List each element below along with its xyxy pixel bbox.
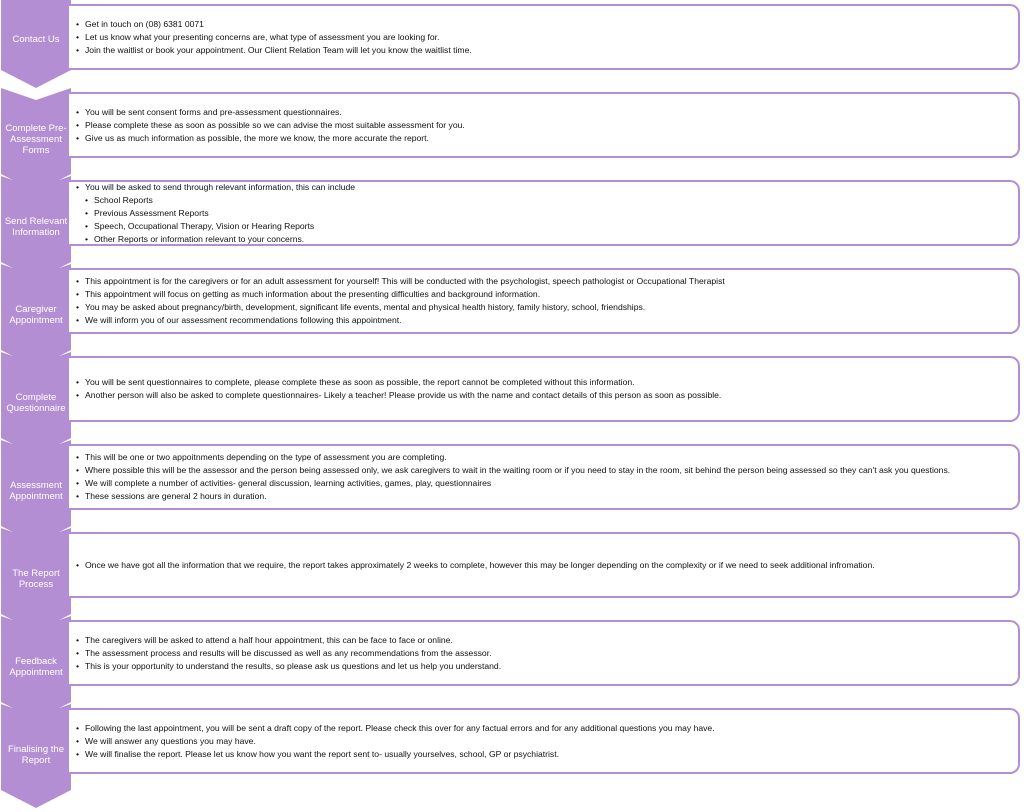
list-item: • Please complete these as soon as possible so we can advise the most suitable assessment for you. — [85, 119, 465, 132]
list-item: • Speech, Occupational Therapy, Vision or Hearing Reports — [85, 220, 355, 233]
list-item: • Give us as much information as possible, the more we know, the more accurate the report. — [85, 132, 465, 145]
step-title: Finalising the Report — [8, 744, 64, 766]
detail-list — [69, 106, 473, 145]
list-item: • Join the waitlist or book your appointment. Our Client Relation Team will let you know the waitlist time. — [85, 44, 472, 57]
list-item: • This will be one or two appoitnments depending on the type of assessment you are completing. — [85, 451, 950, 464]
list-item: • Following the last appointment, you will be sent a draft copy of the report. Please check this over for any factual errors and for any additional questions you may have. — [85, 722, 715, 735]
list-item: • The assessment process and results will be discussed as well as any recommendations from the assessor. — [85, 647, 501, 660]
list-item: • We will finalise the report. Please let us know how you want the report sent to- usually yourselves, school, GP or psychiatrist. — [85, 748, 715, 761]
list-item: • These sessions are general 2 hours in duration. — [85, 490, 950, 503]
detail-list — [69, 181, 363, 246]
step-detail-box — [69, 620, 1020, 686]
list-item: • Once we have got all the information that we require, the report takes approximately 2 weeks to complete, however this may be longer depending on the complexity or if we need to seek additional infromation. — [85, 559, 875, 572]
list-item: • We will answer any questions you may have. — [85, 735, 715, 748]
list-item: • This is your opportunity to understand the results, so please ask us questions and let us help you understand. — [85, 660, 501, 673]
step-detail-box — [69, 356, 1020, 422]
step-title: Complete Questionnaire — [6, 392, 66, 414]
list-item: • Previous Assessment Reports — [85, 207, 355, 220]
list-item: • You will be sent consent forms and pre-assessment questionnaires. — [85, 106, 465, 119]
list-item: • The caregivers will be asked to attend a half hour appointment, this can be face to face or online. — [85, 634, 501, 647]
list-item: • This appointment will focus on getting as much information about the presenting difficulties and background information. — [85, 288, 725, 301]
list-item: • You will be sent questionnaires to complete, please complete these as soon as possible, the report cannot be completed without this information. — [85, 376, 721, 389]
list-item: • You may be asked about pregnancy/birth, development, significant life events, mental and physical health history, family history, school, friendships. — [85, 301, 725, 314]
list-item: • Other Reports or information relevant to your concerns. — [85, 233, 355, 246]
list-item: • Another person will also be asked to complete questionnaires- Likely a teacher! Please provide us with the name and contact details of this person as soon as possible. — [85, 389, 721, 402]
step-title: Send Relevant Information — [4, 216, 68, 238]
detail-list — [69, 18, 480, 57]
detail-list — [69, 634, 509, 673]
detail-list — [69, 275, 733, 327]
step-detail-box — [69, 92, 1020, 158]
step-title: The Report Process — [12, 568, 60, 590]
list-item: • We will complete a number of activities- general discussion, learning activities, games, play, questionnaires — [85, 477, 950, 490]
detail-list — [69, 451, 958, 503]
step-title: Contact Us — [12, 33, 60, 45]
step-title: Assessment Appointment — [9, 480, 63, 502]
step-title: Complete Pre-Assessment Forms — [5, 122, 67, 156]
detail-list — [69, 722, 723, 761]
detail-list — [69, 559, 883, 572]
step-detail-box — [69, 532, 1020, 598]
step-detail-box — [69, 268, 1020, 334]
step-detail-box — [69, 180, 1020, 246]
list-item: • We will inform you of our assessment recommendations following this appointment. — [85, 314, 725, 327]
list-item: • Where possible this will be the assessor and the person being assessed only, we ask caregivers to wait in the waiting room or if you need to stay in the room, sit behind the person being assessed so they can't ask you questions. — [85, 464, 950, 477]
list-item: • Let us know what your presenting concerns are, what type of assessment you are looking for. — [85, 31, 472, 44]
list-item: • You will be asked to send through relevant information, this can include — [85, 181, 355, 194]
step-detail-box — [69, 444, 1020, 510]
list-item: • School Reports — [85, 194, 355, 207]
list-item: • This appointment is for the caregivers or for an adult assessment for yourself! This will be conducted with the psychologist, speech pathologist or Occupational Therapist — [85, 275, 725, 288]
step-detail-box — [69, 708, 1020, 774]
list-item: • Get in touch on (08) 6381 0071 — [85, 18, 472, 31]
step-title: Caregiver Appointment — [9, 304, 63, 326]
detail-list — [69, 376, 729, 402]
step-detail-box — [69, 4, 1020, 70]
step-title: Feedback Appointment — [9, 656, 63, 678]
